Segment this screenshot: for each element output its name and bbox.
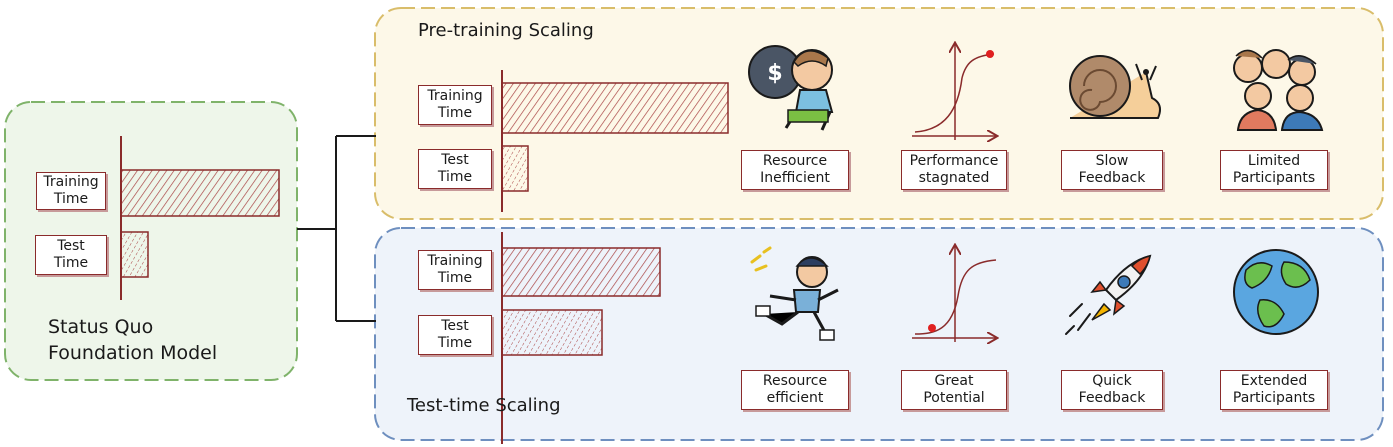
label-line: Test	[57, 238, 85, 254]
pretraining-training-bar	[502, 83, 728, 133]
card-line: Slow	[1095, 153, 1129, 169]
card-line: Potential	[923, 390, 985, 406]
card-line: Quick	[1092, 373, 1132, 389]
testtime-card-participants	[1220, 370, 1328, 410]
testtime-training-bar	[502, 248, 660, 296]
card-line: Great	[934, 373, 974, 389]
label-line: Test	[441, 318, 469, 334]
testtime-title: Test-time Scaling	[407, 395, 561, 416]
card-line: Participants	[1232, 390, 1316, 406]
pretraining-test-label	[418, 149, 492, 189]
card-line: Inefficient	[760, 170, 830, 186]
label-line: Test	[441, 152, 469, 168]
testtime-training-label	[418, 250, 492, 290]
branch-bracket	[297, 136, 376, 321]
testtime-card-feedback	[1061, 370, 1163, 410]
label-line: Time	[53, 191, 89, 207]
card-line: Feedback	[1078, 170, 1146, 186]
label-line: Time	[53, 255, 89, 271]
label-line: Time	[437, 335, 473, 351]
label-line: Training	[427, 88, 483, 104]
pretraining-test-bar	[502, 146, 528, 191]
testtime-test-bar	[502, 310, 602, 355]
svg-text:$: $	[767, 61, 783, 86]
card-line: Limited	[1247, 153, 1301, 169]
testtime-card-potential	[901, 370, 1007, 410]
label-line: Time	[437, 105, 473, 121]
pretraining-card-feedback	[1061, 150, 1163, 190]
pretraining-training-label	[418, 85, 492, 125]
label-line: Training	[427, 253, 483, 269]
card-line: Feedback	[1078, 390, 1146, 406]
status-quo-test-bar	[121, 232, 148, 277]
label-line: Time	[437, 169, 473, 185]
pretraining-card-resource	[741, 150, 849, 190]
testtime-card-resource	[741, 370, 849, 410]
status-quo-title	[48, 314, 217, 366]
status-quo-training-bar	[121, 170, 279, 216]
status-quo-test-label	[35, 235, 107, 275]
pretraining-title: Pre-training Scaling	[418, 20, 594, 41]
card-line: Resource	[762, 373, 828, 389]
globe-icon	[1234, 250, 1318, 334]
testtime-test-label	[418, 315, 492, 355]
pretraining-card-participants	[1220, 150, 1328, 190]
label-line: Training	[43, 174, 99, 190]
card-line: stagnated	[918, 170, 990, 186]
label-line: Time	[437, 270, 473, 286]
card-line: Participants	[1232, 170, 1316, 186]
card-line: Extended	[1240, 373, 1308, 389]
card-line: efficient	[766, 390, 824, 406]
status-quo-training-label	[36, 172, 106, 210]
status-quo-title-line1: Status Quo	[48, 316, 154, 338]
card-line: Performance	[909, 153, 999, 169]
card-line: Resource	[762, 153, 828, 169]
pretraining-card-performance	[901, 150, 1007, 190]
status-quo-title-line2: Foundation Model	[48, 342, 218, 364]
